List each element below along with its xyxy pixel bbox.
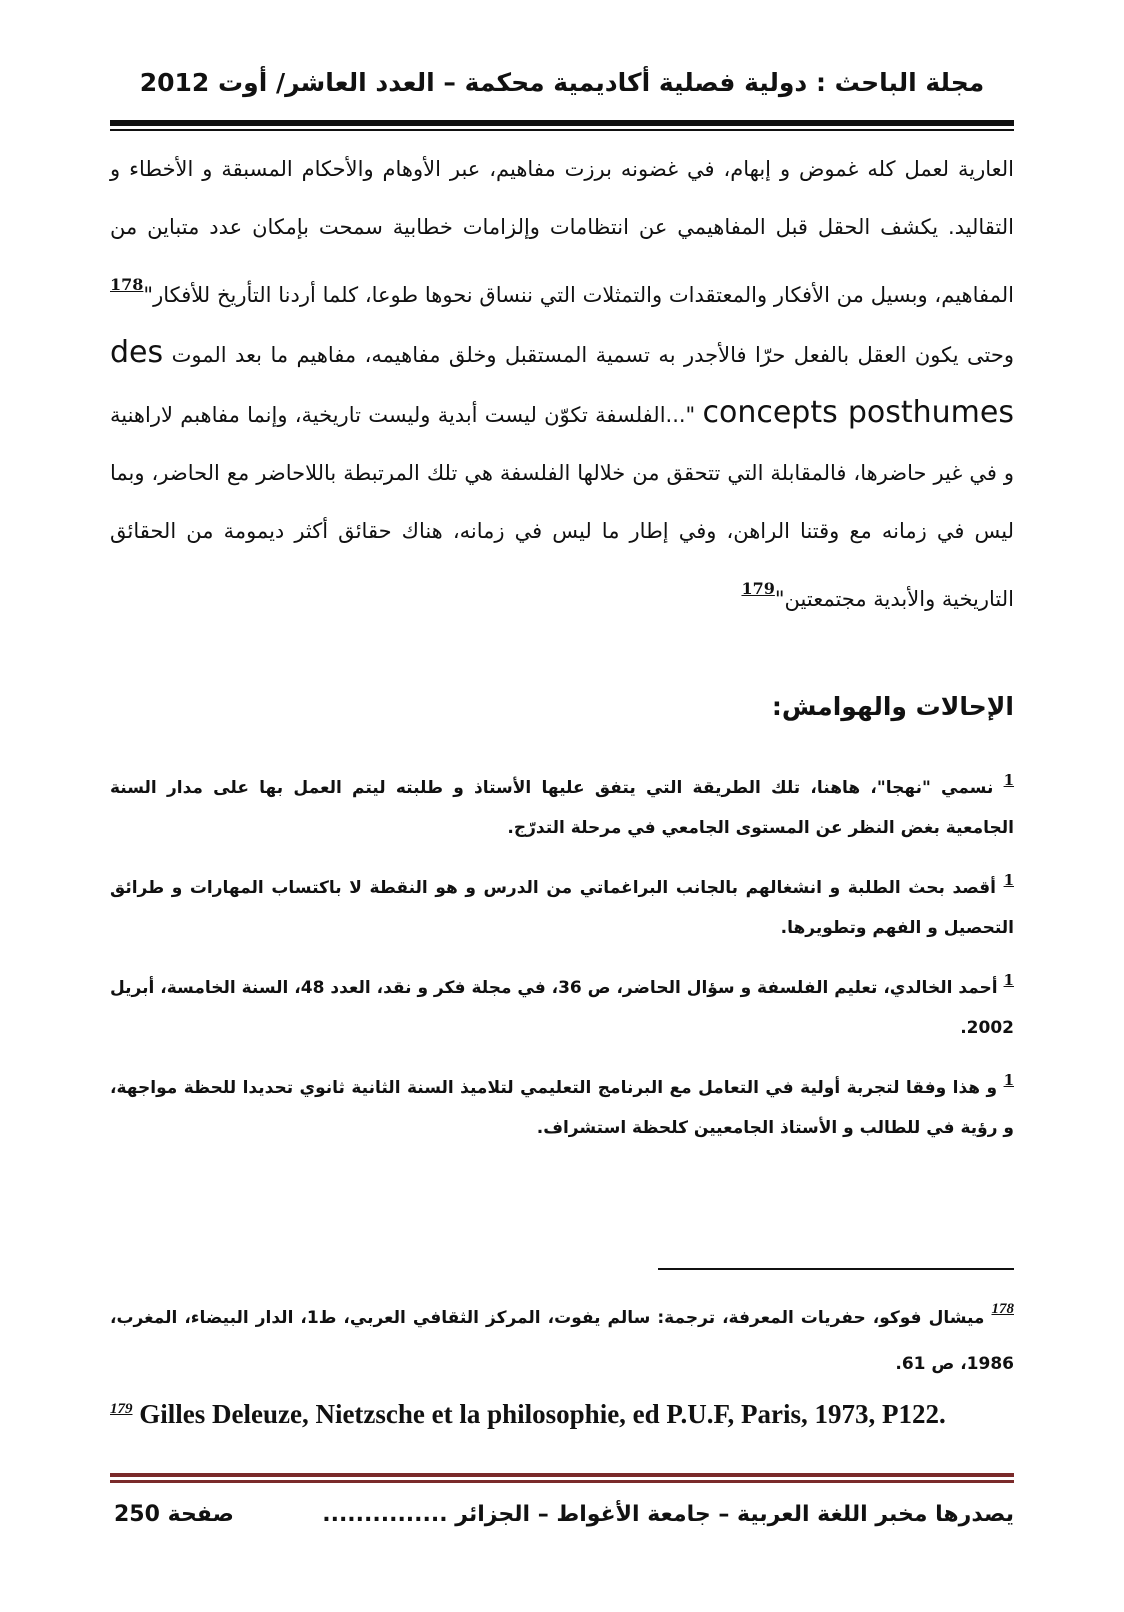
footer-rule-thin [110, 1480, 1014, 1483]
footnote-ref-179[interactable]: 179 [741, 579, 775, 598]
note-text: أقصد بحث الطلبة و انشغالهم بالجانب البراغماتي من الدرس و هو النقطة لا باكتساب المهارات و طرائق التحصيل و الفهم وتطويرها. [110, 878, 1014, 938]
footnote-text: ميشال فوكو، حفريات المعرفة، ترجمة: سالم يفوت، المركز الثقافي العربي، ط1، الدار البيضاء، المغرب، 1986، ص 61. [110, 1308, 1014, 1374]
note-number: 1 [1003, 871, 1014, 889]
latin-phrase: des concepts posthumes [110, 335, 1014, 430]
footnote-number: 179 [110, 1401, 133, 1417]
note-number: 1 [1003, 971, 1014, 989]
note-number: 1 [1003, 771, 1015, 789]
note-text: نسمي "نهجا"، هاهنا، تلك الطريقة التي يتفق عليها الأستاذ و طلبته ليتم العمل بها على مدار السنة الجامعية بغض النظر عن المستوى الجامعي في مرحلة التدرّج. [110, 778, 1014, 838]
header-rule-thick [110, 120, 1014, 126]
notes-list [110, 760, 1014, 1160]
running-header: مجلة الباحث : دولية فصلية أكاديمية محكمة – العدد العاشر/ أوت 2012 [139, 68, 985, 97]
section-heading: الإحالات والهوامش: [771, 692, 1014, 721]
footnote-178 [110, 1286, 1014, 1387]
footnote-ref-178[interactable]: 178 [110, 275, 144, 294]
note-text: و هذا وفقا لتجربة أولية في التعامل مع البرنامج التعليمي لتلاميذ السنة الثانية ثانوي تحديدا للحظة مواجهة، و رؤية في للطالب و الأستاذ الجامعيين كلحظة استشراف. [110, 1078, 1014, 1138]
footnote-text: Gilles Deleuze, Nietzsche et la philosophie, ed P.U.F, Paris, 1973, P122. [139, 1399, 946, 1429]
footnote-179 [110, 1393, 1014, 1431]
page-footer [110, 1502, 1014, 1542]
body-text-part-1: العارية لعمل كله غموض و إبهام، في غضونه برزت مفاهيم، عبر الأوهام والأحكام المسبقة و الأخطاء و التقاليد. يكشف الحقل قبل المفاهيمي عن انتظامات وإلزامات خطابية سمحت بإمكان عدد متباين من المفاهيم، وبسيل من الأفكار والمعتقدات والتمثلات التي ننساق نحوها طوعا، كلما أردنا التأريخ للأفكار" [110, 157, 1014, 307]
note-number: 1 [1003, 1071, 1014, 1089]
body-text [110, 140, 1014, 628]
note-item [110, 960, 1014, 1048]
footnotes [110, 1286, 1014, 1431]
note-text: أحمد الخالدي، تعليم الفلسفة و سؤال الحاضر، ص 36، في مجلة فكر و نقد، العدد 48، السنة الخامسة، أبريل 2002. [110, 978, 1014, 1038]
body-paragraph [110, 140, 1014, 628]
body-text-part-3: "...الفلسفة تكوّن ليست أبدية وليست تاريخية، وإنما مفاهبم لاراهنية و في غير حاضرها، فالمقابلة التي تتحقق من خلالها الفلسفة هي تلك المرتبطة باللاحاضر مع الحاضر، وبما ليس في زمانه مع وقتنا الراهن، وفي إطار ما ليس في زمانه، هناك حقائق أكثر ديمومة من الحقائق التاريخية والأبدية مجتمعتين" [110, 403, 1014, 611]
note-item [110, 860, 1014, 948]
header-rule-thin [110, 129, 1014, 131]
note-item [110, 760, 1014, 848]
note-item [110, 1060, 1014, 1148]
footer-publisher: يصدرها مخبر اللغة العربية – جامعة الأغواط – الجزائر ............... [322, 1502, 1014, 1527]
body-text-part-2: وحتى يكون العقل بالفعل حرّا فالأجدر به تسمية المستقبل وخلق مفاهيمه، مفاهيم ما بعد الموت [163, 343, 1014, 367]
page-number: صفحة 250 [114, 1502, 234, 1527]
footnote-number: 178 [991, 1301, 1014, 1317]
footnote-separator [658, 1268, 1014, 1270]
footer-rule-thick [110, 1473, 1014, 1477]
